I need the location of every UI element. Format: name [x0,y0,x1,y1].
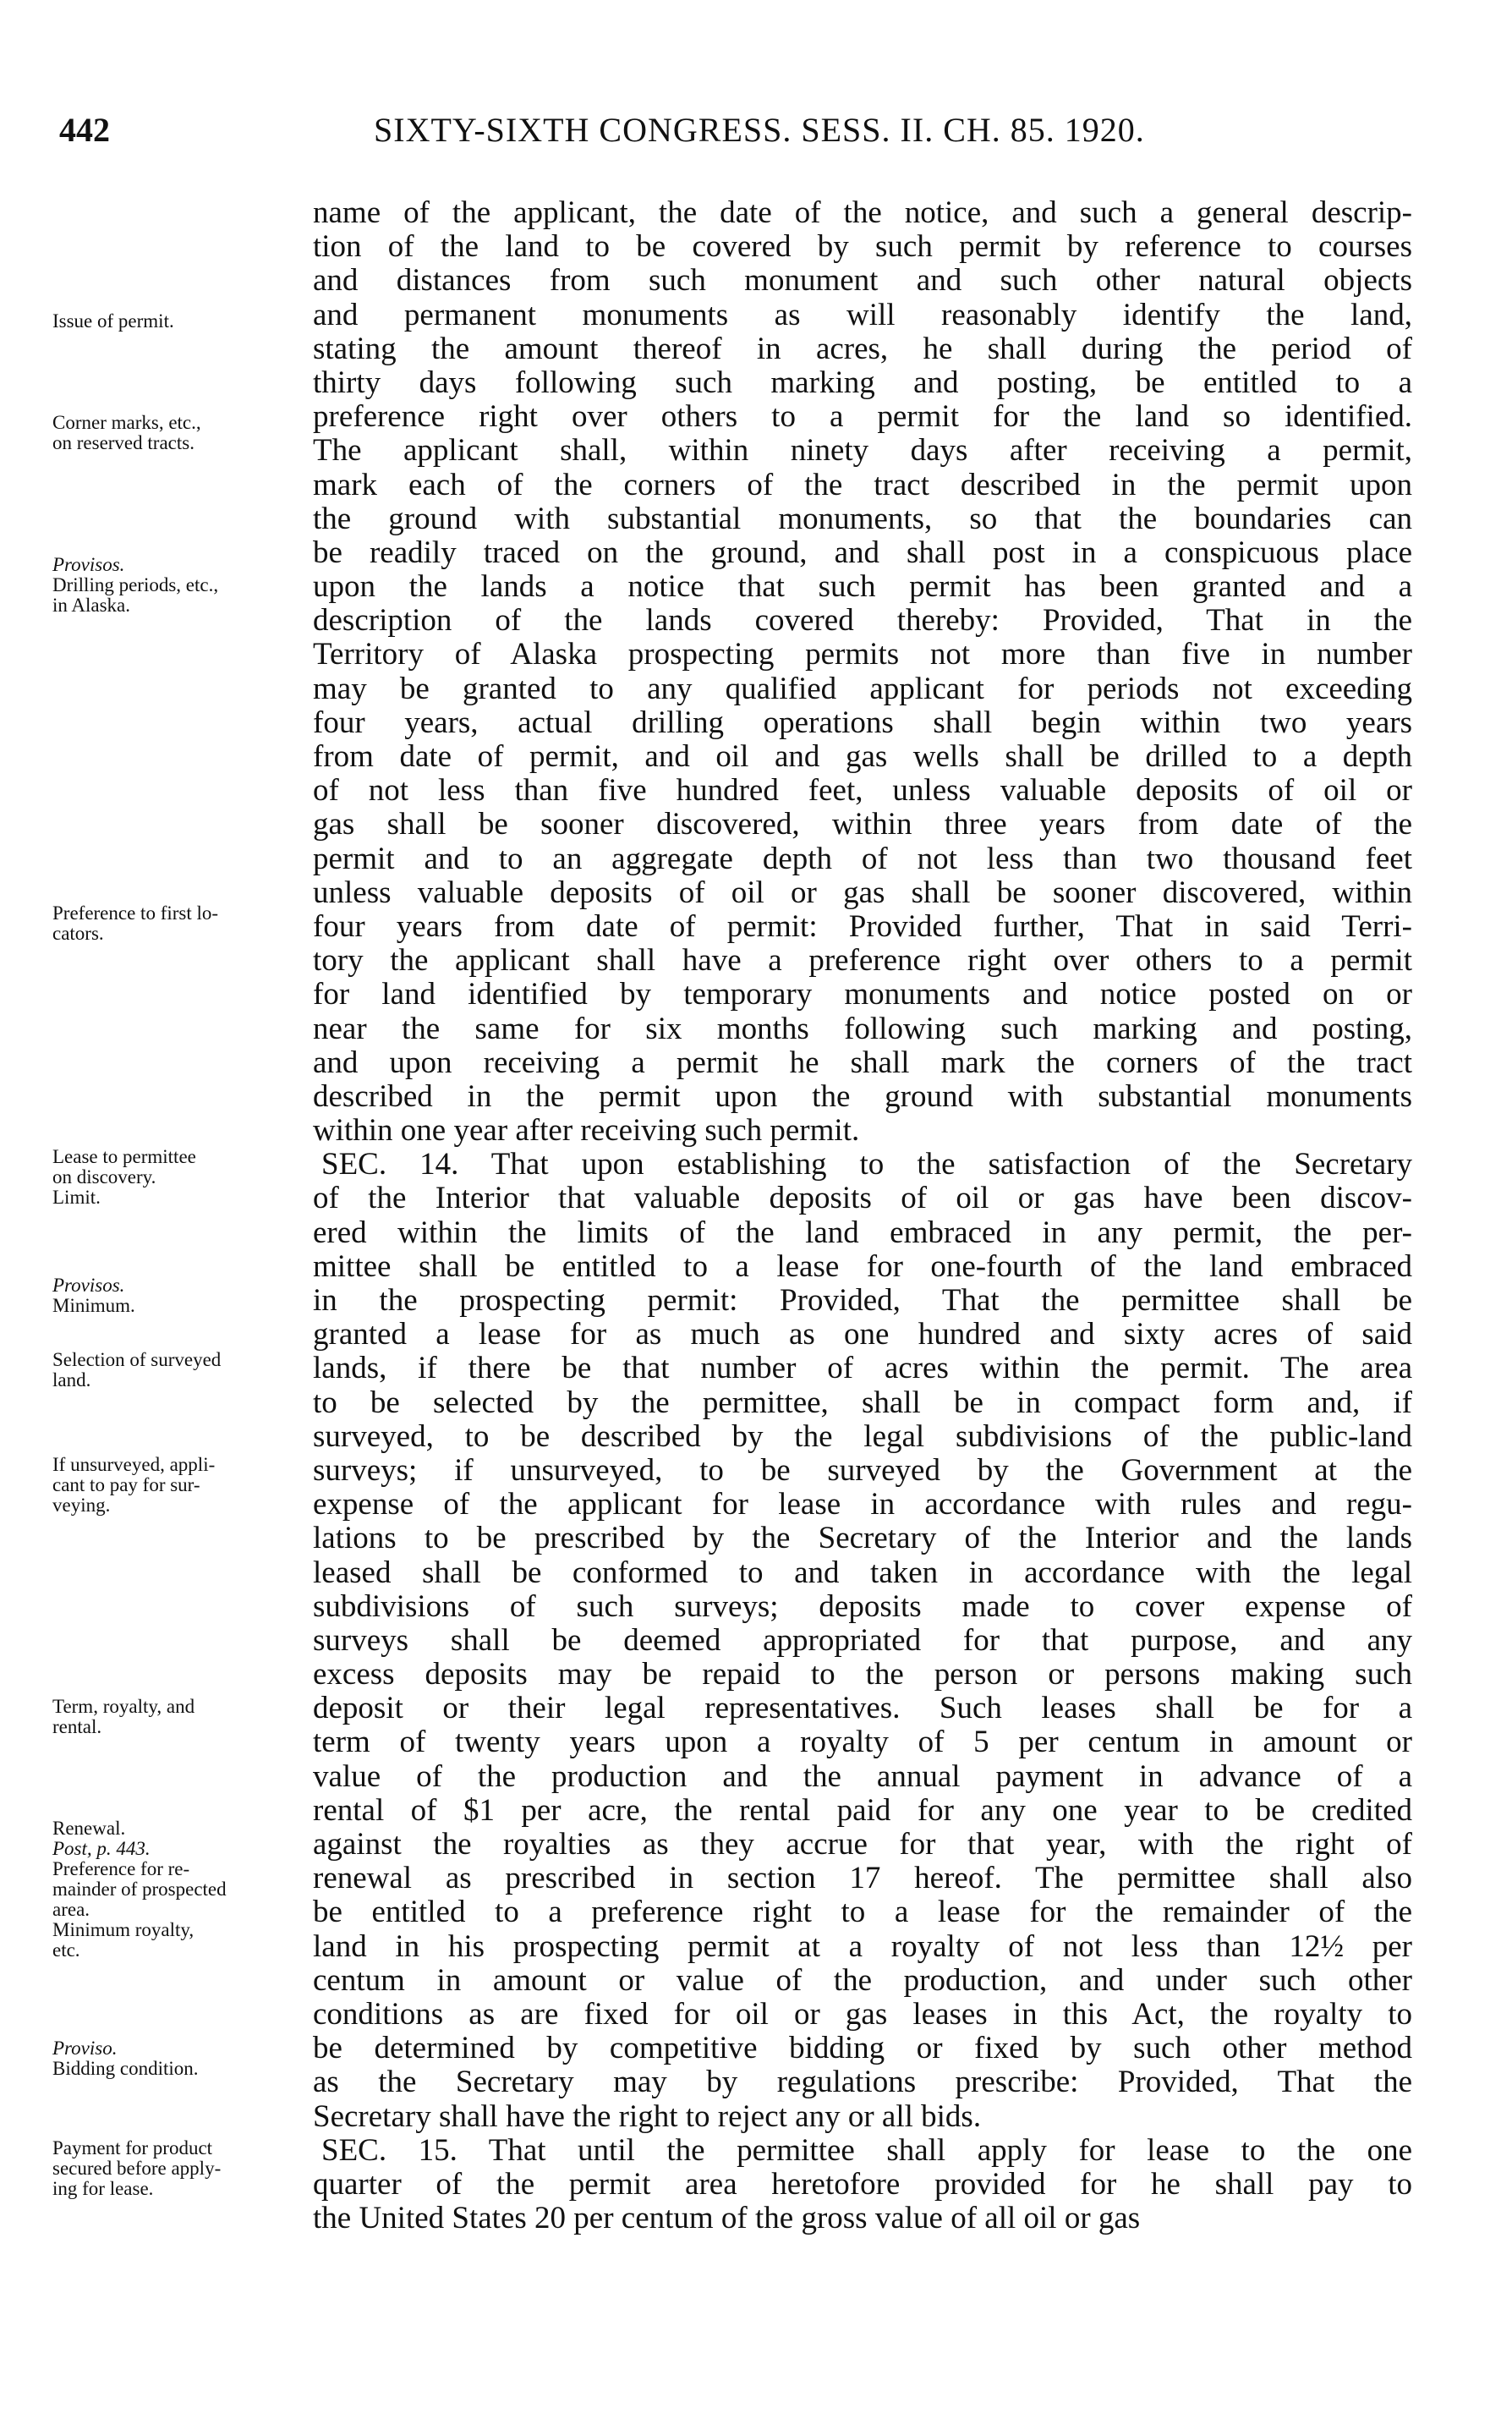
body-line: name of the applicant, the date of the notice, and such a general descrip- [313,195,1412,230]
body-line: The applicant shall, within ninety days after receiving a permit, [313,433,1412,469]
body-line: lations to be prescribed by the Secretary of the Interior and the lands [313,1521,1412,1556]
body-line: Territory of Alaska prospecting permits not more than five in number [313,637,1412,672]
body-line: surveys; if unsurveyed, to be surveyed by the Government at the [313,1452,1412,1488]
body-line: for land identified by temporary monuments and notice posted on or [313,977,1412,1012]
body-line: granted a lease for as much as one hundred and sixty acres of said [313,1317,1412,1352]
body-line: and upon receiving a permit he shall mark the corners of the tract [313,1045,1412,1080]
body-line: lands, if there be that number of acres within the permit. The area [313,1351,1412,1386]
body-line: description of the lands covered thereby: Provided, That in the [313,603,1412,639]
margin-note-line: Provisos. [52,554,125,575]
body-line: deposit or their legal representatives. Such leases shall be for a [313,1691,1412,1726]
margin-note-line: Issue of permit. [52,310,174,332]
margin-note-renewal [52,1818,306,1961]
body-line: surveys shall be deemed appropriated for that purpose, and any [313,1622,1412,1658]
margin-note-line: etc. [52,1939,80,1961]
margin-note-line: secured before apply- [52,2158,222,2179]
body-line: preference right over others to a permit for the land so identified. [313,399,1412,435]
margin-note-line: If unsurveyed, appli- [52,1454,216,1475]
margin-note-line: Corner marks, etc., [52,412,201,433]
margin-note-line: Limit. [52,1187,101,1208]
margin-note-line: Post, p. 443. [52,1838,151,1859]
margin-note-line: ing for lease. [52,2178,154,2199]
margin-note-line: Term, royalty, and [52,1696,195,1717]
body-line: conditions as are fixed for oil or gas leases in this Act, the royalty to [313,1996,1412,2032]
margin-note-line: Selection of surveyed [52,1349,222,1370]
body-line: and permanent monuments as will reasonably identify the land, [313,297,1412,332]
body-line: of the Interior that valuable deposits of oil or gas have been discov- [313,1181,1412,1216]
margin-note-selection-surveyed-land [52,1350,306,1391]
margin-note-line: area. [52,1899,90,1920]
margin-note-drilling-periods [52,555,306,616]
margin-note-issue-of-permit [52,311,306,332]
margin-note-line: on reserved tracts. [52,432,194,453]
margin-note-line: Preference to first lo- [52,902,219,924]
body-line: be determined by competitive bidding or fixed by such other method [313,2031,1412,2066]
margin-note-line: mainder of prospected [52,1879,227,1900]
margin-note-line: Minimum royalty, [52,1919,194,1940]
running-head: SIXTY-SIXTH CONGRESS. SESS. II. CH. 85. 1920. [374,111,1145,149]
body-line: be entitled to a preference right to a lease for the remainder of the [313,1895,1412,1930]
body-line: expense of the applicant for lease in accordance with rules and regu- [313,1487,1412,1522]
margin-note-line: Provisos. [52,1275,125,1296]
body-line: and distances from such monument and such other natural objects [313,263,1412,299]
body-line: tory the applicant shall have a preference right over others to a permit [313,943,1412,979]
body-line: renewal as prescribed in section 17 hereof. The permittee shall also [313,1861,1412,1896]
body-line: to be selected by the permittee, shall be in compact form and, if [313,1385,1412,1420]
margin-note-line: Minimum. [52,1295,135,1316]
margin-note-line: land. [52,1369,91,1391]
margin-note-line: Preference for re- [52,1858,190,1879]
margin-note-line: on discovery. [52,1166,156,1188]
margin-note-line: Renewal. [52,1818,126,1839]
body-line: may be granted to any qualified applicant for periods not exceeding [313,671,1412,706]
body-line: be readily traced on the ground, and shall post in a conspicuous place [313,535,1412,570]
body-line: Secretary shall have the right to reject any or all bids. [313,2098,982,2134]
body-line: thirty days following such marking and posting, be entitled to a [313,365,1412,400]
margin-note-unsurveyed [52,1455,306,1516]
margin-note-line: Bidding condition. [52,2058,199,2079]
body-line: as the Secretary may by regulations prescribe: Provided, That the [313,2065,1412,2100]
body-line: mark each of the corners of the tract described in the permit upon [313,467,1412,502]
body-line: four years from date of permit: Provided further, That in said Terri- [313,908,1412,944]
body-line: centum in amount or value of the production, and under such other [313,1962,1412,1998]
body-line: ered within the limits of the land embraced in any permit, the per- [313,1215,1412,1250]
body-line: SEC. 14. That upon establishing to the satisfaction of the Secretary [321,1147,1412,1182]
margin-note-line: Drilling periods, etc., [52,574,219,595]
body-line: term of twenty years upon a royalty of 5 per centum in amount or [313,1725,1412,1760]
body-line: four years, actual drilling operations shall begin within two years [313,705,1412,740]
body-line: subdivisions of such surveys; deposits made to cover expense of [313,1588,1412,1624]
body-line: excess deposits may be repaid to the person or persons making such [313,1657,1412,1692]
statute-body-text [313,196,1412,2361]
margin-note-line: Proviso. [52,2038,118,2059]
body-line: the ground with substantial monuments, so that the boundaries can [313,501,1412,536]
body-line: the United States 20 per centum of the gross value of all oil or gas [313,2201,1141,2236]
margin-note-provisos-minimum [52,1275,306,1316]
margin-note-preference-first-locators [52,903,306,944]
body-line: tion of the land to be covered by such permit by reference to courses [313,229,1412,265]
body-line: gas shall be sooner discovered, within three years from date of the [313,807,1412,842]
margin-note-line: veying. [52,1495,111,1516]
margin-notes [52,203,306,2368]
margin-note-payment-for-product [52,2138,306,2199]
body-line: in the prospecting permit: Provided, That the permittee shall be [313,1283,1412,1318]
margin-note-bidding-condition [52,2038,306,2079]
page-header [59,110,1412,161]
body-line: within one year after receiving such permit. [313,1113,860,1149]
body-line: surveyed, to be described by the legal subdivisions of the public-land [313,1418,1412,1454]
margin-note-line: cant to pay for sur- [52,1474,200,1495]
margin-note-line: cators. [52,923,104,944]
margin-note-line: rental. [52,1716,102,1737]
body-line: rental of $1 per acre, the rental paid for any one year to be credited [313,1792,1412,1828]
body-line: unless valuable deposits of oil or gas shall be sooner discovered, within [313,875,1412,910]
body-line: mittee shall be entitled to a lease for one-fourth of the land embraced [313,1248,1412,1284]
margin-note-line: Lease to permittee [52,1146,196,1167]
margin-note-line: in Alaska. [52,595,130,616]
body-line: upon the lands a notice that such permit has been granted and a [313,569,1412,605]
body-line: permit and to an aggregate depth of not less than two thousand feet [313,841,1412,876]
margin-note-term-royalty-rental [52,1697,306,1737]
body-line: leased shall be conformed to and taken in accordance with the legal [313,1555,1412,1590]
page-number: 442 [59,111,110,149]
body-line: near the same for six months following such marking and posting, [313,1011,1412,1046]
margin-note-lease-to-permittee [52,1147,306,1208]
body-line: described in the permit upon the ground with substantial monuments [313,1078,1412,1114]
body-line: against the royalties as they accrue for that year, with the right of [313,1827,1412,1862]
body-line: quarter of the permit area heretofore provided for he shall pay to [313,2166,1412,2202]
body-line: of not less than five hundred feet, unless valuable deposits of oil or [313,773,1412,809]
body-line: land in his prospecting permit at a royalty of not less than 12½ per [313,1928,1412,1964]
margin-note-corner-marks [52,413,306,453]
margin-note-line: Payment for product [52,2137,213,2158]
body-line: from date of permit, and oil and gas wells shall be drilled to a depth [313,739,1412,774]
body-line: SEC. 15. That until the permittee shall apply for lease to the one [321,2132,1412,2168]
body-line: stating the amount thereof in acres, he shall during the period of [313,331,1412,366]
body-line: value of the production and the annual payment in advance of a [313,1758,1412,1794]
